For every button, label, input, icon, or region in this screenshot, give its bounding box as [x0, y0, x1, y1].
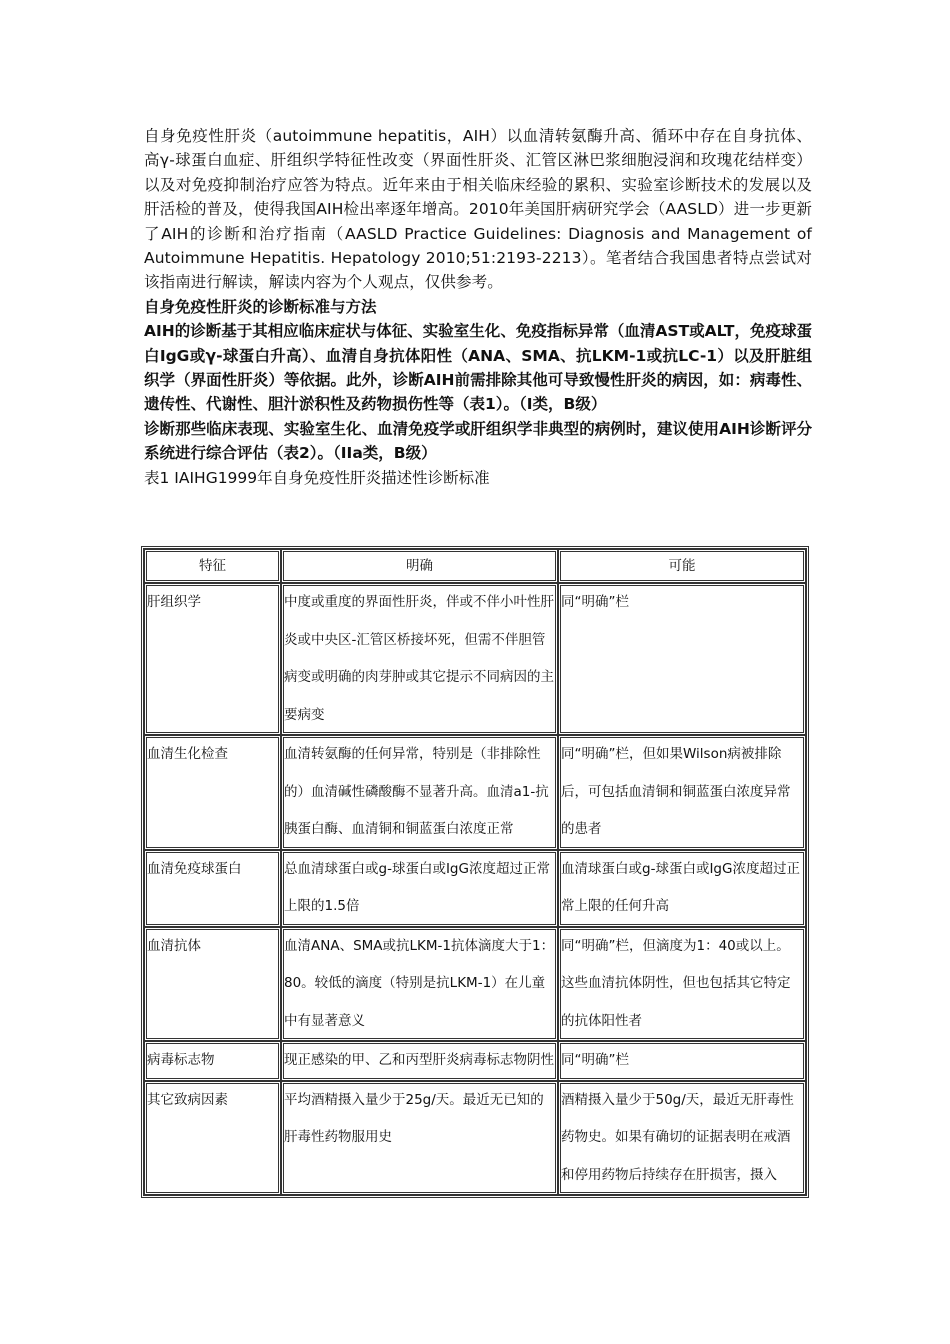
document-body [144, 124, 812, 490]
table-row [144, 927, 806, 1042]
cell-text: 总血清球蛋白或g-球蛋白或IgG浓度超过正常上限的1.5倍 [284, 860, 550, 914]
cell-probable [558, 850, 806, 927]
cell-text: 现正感染的甲、乙和丙型肝炎病毒标志物阴性 [284, 1052, 554, 1068]
diagnosis-paragraph-1: AIH的诊断基于其相应临床症状与体征、实验室生化、免疫指标异常（血清AST或ALT，免疫球蛋白IgG或γ-球蛋白升高）、血清自身抗体阳性（ANA、SMA、抗LKM-1或抗LC-1）以及肝脏组织学（界面性肝炎）等依据。此外，诊断AIH前需排除其他可导致慢性肝炎的病因，如：病毒性、遗传性、代谢性、胆汁淤积性及药物损伤性等（表1）。（I类，B级） [144, 322, 812, 414]
table-row [144, 1041, 806, 1081]
cell-text: 病毒标志物 [147, 1052, 215, 1068]
cell-definite [281, 850, 558, 927]
cell-text: 同“明确”栏，但滴度为1：40或以上。这些血清抗体阴性，但也包括其它特定的抗体阳性者 [561, 937, 791, 1029]
cell-text: 血清ANA、SMA或抗LKM-1抗体滴度大于1：80。较低的滴度（特别是抗LKM-1）在儿童中有显著意义 [284, 937, 555, 1029]
cell-text: 血清球蛋白或g-球蛋白或IgG浓度超过正常上限的任何升高 [561, 860, 800, 914]
cell-feature [144, 850, 281, 927]
cell-text: 血清免疫球蛋白 [147, 860, 242, 877]
cell-definite [281, 1081, 558, 1196]
header-probable: 可能 [558, 549, 806, 583]
cell-definite [281, 735, 558, 850]
intro-paragraph: 自身免疫性肝炎（autoimmune hepatitis，AIH）以血清转氨酶升高、循环中存在自身抗体、高γ-球蛋白血症、肝组织学特征性改变（界面性肝炎、汇管区淋巴浆细胞浸润和玫瑰花结样变）以及对免疫抑制治疗应答为特点。近年来由于相关临床经验的累积、实验室诊断技术的发展以及肝活检的普及，使得我国AIH检出率逐年增高。2010年美国肝病研究学会（AASLD）进一步更新了AIH的诊断和治疗指南（AASLD Practice Guidelines: Diagnosis and Management of Autoimmune Hepatitis. Hepatology 2010;51:2193-2213）。笔者结合我国患者特点尝试对该指南进行解读，解读内容为个人观点，仅供参考。 [144, 127, 812, 292]
cell-definite [281, 1041, 558, 1081]
cell-text: 中度或重度的界面性肝炎，伴或不伴小叶性肝炎或中央区-汇管区桥接坏死，但需不伴胆管病变或明确的肉芽肿或其它提示不同病因的主要病变 [284, 594, 554, 723]
cell-text: 其它致病因素 [147, 1091, 228, 1108]
cell-probable [558, 927, 806, 1042]
cell-probable [558, 735, 806, 850]
cell-probable [558, 583, 806, 735]
table-header-row [144, 549, 806, 583]
cell-feature [144, 1081, 281, 1196]
cell-feature [144, 927, 281, 1042]
cell-text: 同“明确”栏 [561, 594, 629, 610]
diagnosis-paragraph-2: 诊断那些临床表现、实验室生化、血清免疫学或肝组织学非典型的病例时，建议使用AIH诊断评分系统进行综合评估（表2）。（IIa类，B级） [144, 419, 812, 463]
cell-text: 肝组织学 [147, 594, 201, 610]
criteria-table [144, 549, 806, 1195]
cell-text: 酒精摄入量少于50g/天，最近无肝毒性药物史。如果有确切的证据表明在戒酒和停用药物后持续存在肝损害，摄入 [561, 1091, 794, 1183]
table-row [144, 850, 806, 927]
table-row [144, 1081, 806, 1196]
cell-text: 血清转氨酶的任何异常，特别是（非排除性的）血清碱性磷酸酶不显著升高。血清a1-抗胰蛋白酶、血清铜和铜蓝蛋白浓度正常 [284, 746, 549, 837]
cell-text: 平均酒精摄入量少于25g/天。最近无已知的肝毒性药物服用史 [284, 1091, 544, 1145]
table-row [144, 735, 806, 850]
cell-probable [558, 1081, 806, 1196]
table-row [144, 583, 806, 735]
cell-probable [558, 1041, 806, 1081]
header-definite: 明确 [281, 549, 558, 583]
cell-feature [144, 583, 281, 735]
cell-definite [281, 927, 558, 1042]
section-heading: 自身免疫性肝炎的诊断标准与方法 [144, 297, 377, 316]
cell-text: 同“明确”栏，但如果Wilson病被排除后，可包括血清铜和铜蓝蛋白浓度异常的患者 [561, 746, 791, 837]
cell-text: 血清抗体 [147, 937, 201, 954]
header-feature: 特征 [144, 549, 281, 583]
table-caption: 表1 IAIHG1999年自身免疫性肝炎描述性诊断标准 [144, 468, 490, 487]
cell-feature [144, 735, 281, 850]
cell-text: 同“明确”栏 [561, 1052, 629, 1068]
cell-text: 血清生化检查 [147, 746, 228, 762]
criteria-table-frame [141, 546, 809, 1198]
cell-feature [144, 1041, 281, 1081]
cell-definite [281, 583, 558, 735]
